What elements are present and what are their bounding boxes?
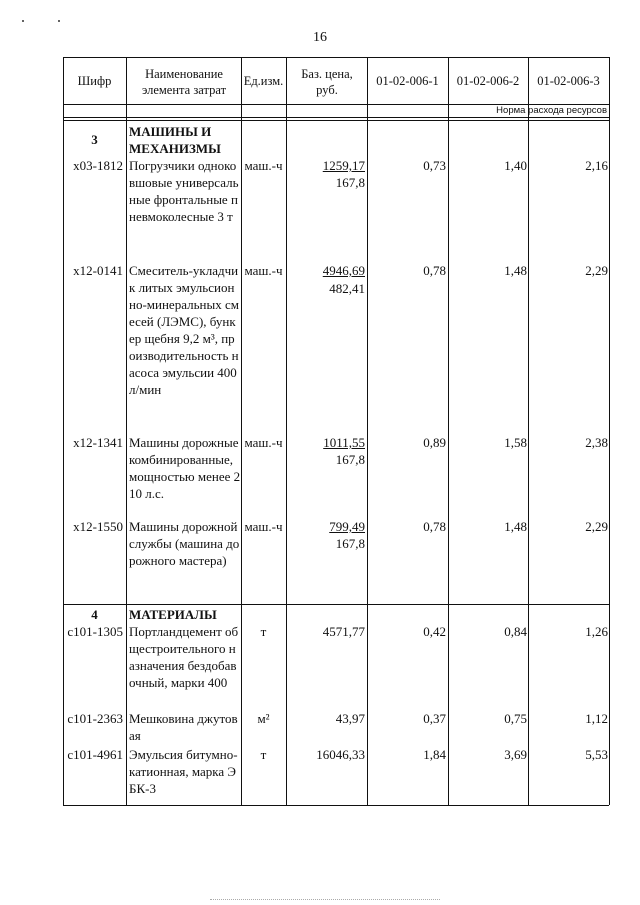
row-value-1: 0,89 [423, 435, 446, 450]
subheader-norm: Норма расхода ресурсов [496, 105, 607, 116]
row-unit: маш.-ч [244, 263, 283, 278]
row-name: Смеситель-укладчик литых эмульсионно-минеральных смесей (ЛЭМС), бункер щебня 9,2 м³, производительность насоса эмульсии 400 л/мин [129, 263, 239, 397]
section-number: 4 [91, 607, 98, 622]
row-value-2: 1,48 [504, 263, 527, 278]
row-value-1: 0,78 [423, 519, 446, 534]
row-unit: т [260, 624, 267, 639]
row-unit: м² [257, 711, 270, 726]
header-code: Шифр [77, 74, 112, 88]
row-price: 4571,77 [322, 624, 365, 639]
row-price: 4946,69 [322, 263, 365, 278]
row-value-1: 1,84 [423, 747, 446, 762]
row-value-2: 0,84 [504, 624, 527, 639]
scan-speck [22, 20, 24, 22]
row-value-1: 0,73 [423, 158, 446, 173]
row-price: 43,97 [335, 711, 365, 726]
section-number: 3 [91, 132, 98, 147]
header-col1: 01-02-006-1 [376, 74, 439, 88]
row-value-3: 2,16 [585, 158, 608, 173]
row-price-secondary: 482,41 [329, 281, 365, 296]
row-name: Машины дорожной службы (машина дорожного мастера) [129, 519, 240, 568]
row-code: с101-1305 [67, 624, 123, 639]
row-name: Машины дорожные комбинированные, мощностью менее 210 л.с. [129, 435, 241, 501]
section-title: МАШИНЫ И МЕХАНИЗМЫ [129, 124, 221, 156]
row-value-1: 0,78 [423, 263, 446, 278]
row-value-3: 5,53 [585, 747, 608, 762]
row-price-secondary: 167,8 [335, 175, 365, 190]
row-value-2: 1,58 [504, 435, 527, 450]
header-col2: 01-02-006-2 [456, 74, 520, 88]
row-unit: маш.-ч [244, 435, 283, 450]
row-code: х12-1341 [73, 435, 123, 450]
row-value-1: 0,42 [423, 624, 446, 639]
row-value-2: 3,69 [504, 747, 527, 762]
row-value-2: 1,48 [504, 519, 527, 534]
row-code: х12-1550 [73, 519, 123, 534]
row-value-3: 1,26 [585, 624, 608, 639]
row-value-2: 0,75 [504, 711, 527, 726]
row-code: с101-4961 [67, 747, 123, 762]
row-price: 1259,17 [322, 158, 365, 173]
row-value-2: 1,40 [504, 158, 527, 173]
page-number: 16 [313, 30, 327, 45]
row-value-3: 2,29 [585, 519, 608, 534]
row-value-1: 0,37 [423, 711, 446, 726]
row-price: 16046,33 [316, 747, 365, 762]
header-col3: 01-02-006-3 [537, 74, 600, 88]
row-price-secondary: 167,8 [335, 452, 365, 467]
section-title: МАТЕРИАЛЫ [129, 607, 217, 622]
row-name: Погрузчики одноковшовые универсальные фронтальные пневмоколесные 3 т [129, 158, 239, 224]
row-unit: т [260, 747, 267, 762]
row-name: Портландцемент общестроительного назначения бездобавочный, марки 400 [129, 624, 239, 690]
header-unit: Ед.изм. [243, 74, 284, 88]
row-price-secondary: 167,8 [335, 536, 365, 551]
row-price: 799,49 [329, 519, 365, 534]
row-name: Эмульсия битумно-катионная, марка ЭБК-3 [129, 747, 238, 796]
row-value-3: 2,38 [585, 435, 608, 450]
row-unit: маш.-ч [244, 519, 283, 534]
row-name: Мешковина джутовая [129, 711, 238, 743]
row-value-3: 1,12 [585, 711, 608, 726]
scan-edge-line [210, 899, 440, 900]
row-value-3: 2,29 [585, 263, 608, 278]
row-unit: маш.-ч [244, 158, 283, 173]
header-price: Баз. цена, руб. [301, 67, 353, 97]
row-price: 1011,55 [323, 435, 365, 450]
row-code: с101-2363 [67, 711, 123, 726]
scan-speck [58, 20, 60, 22]
header-name: Наименование элемента затрат [141, 67, 227, 97]
row-code: х12-0141 [73, 263, 123, 278]
row-code: х03-1812 [73, 158, 123, 173]
